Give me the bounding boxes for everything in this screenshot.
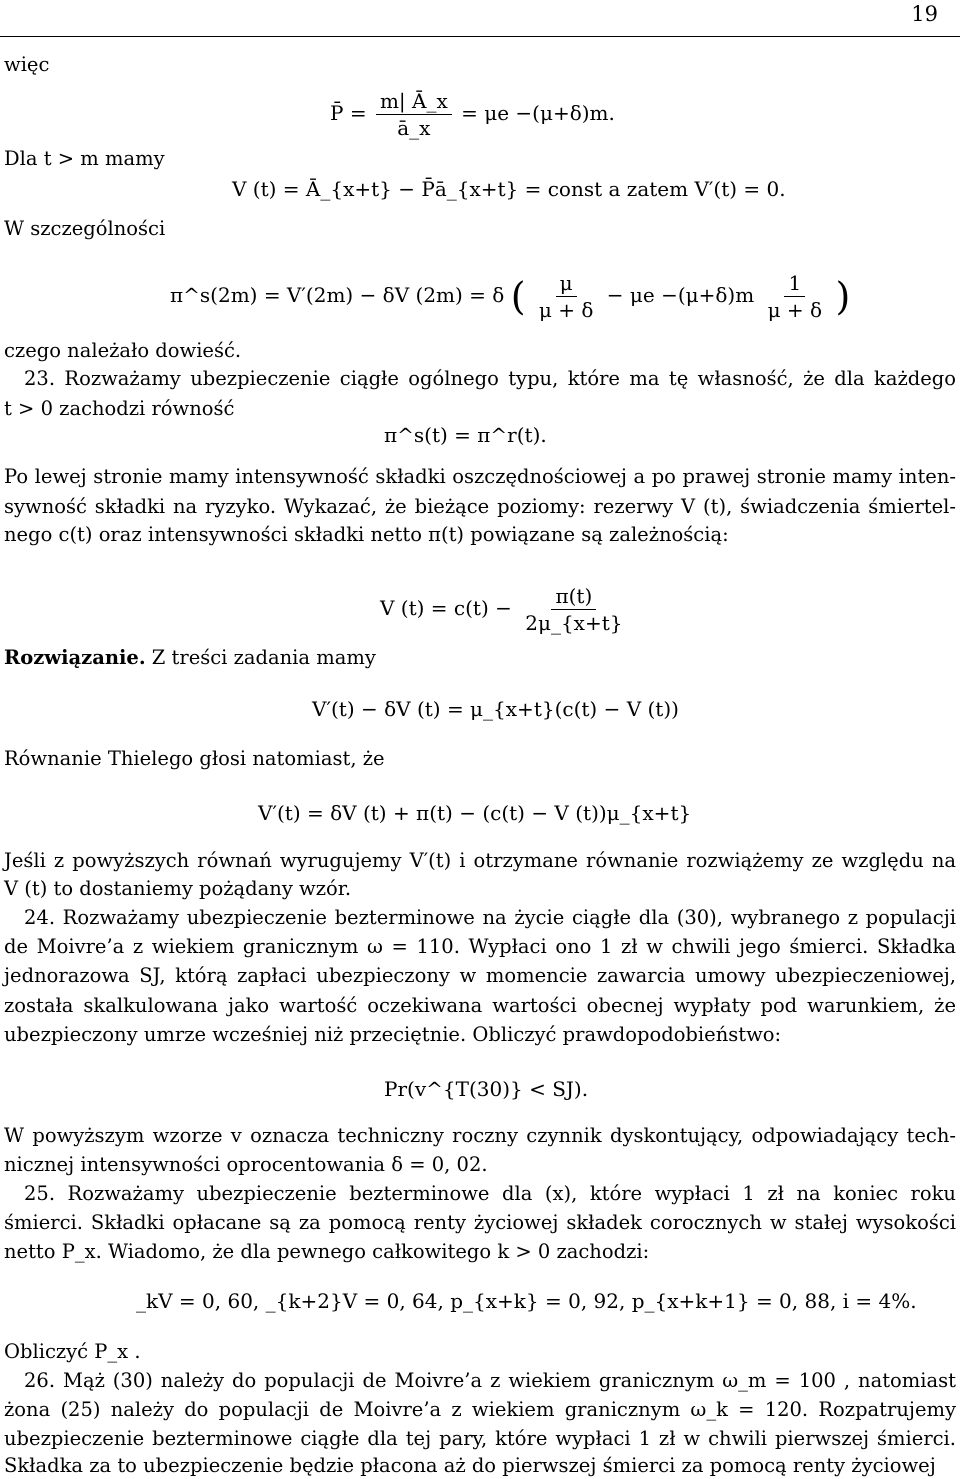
- text-line: t > 0 zachodzi równość: [4, 397, 235, 420]
- left-paren: (: [510, 274, 526, 319]
- text-line: V (t) to dostaniemy pożądany wzór.: [4, 877, 352, 900]
- fraction-denominator: μ + δ: [767, 298, 823, 322]
- text-line: W szczególności: [4, 217, 166, 240]
- solution-label: Rozwiązanie.: [4, 646, 146, 669]
- text-line: Jeśli z powyższych równań wyrugujemy V′(t) i otrzymane równanie rozwiążemy ze względu na: [4, 849, 956, 872]
- fraction-denominator: μ + δ: [538, 298, 594, 322]
- equation-fraction: [535, 272, 598, 321]
- equation-fraction: [521, 585, 626, 634]
- text-line: de Moivre’a z wiekiem granicznym ω = 110. Wypłaci ono 1 zł w chwili jego śmierci. Składka: [4, 935, 956, 958]
- equation-equality: π^s(t) = π^r(t).: [384, 423, 547, 447]
- equation-conditions: _kV = 0, 60, _{k+2}V = 0, 64, p_{x+k} = 0, 92, p_{x+k+1} = 0, 88, i = 4%.: [136, 1289, 917, 1313]
- text-line: 24. Rozważamy ubezpieczenie bezterminowe na życie ciągłe dla (30), wybranego z populacji: [24, 906, 956, 929]
- equation-thiele: V′(t) = δV (t) + π(t) − (c(t) − V (t))μ_{x+t}: [258, 801, 692, 825]
- text-line: W powyższym wzorze v oznacza techniczny roczny czynnik dyskontujący, odpowiadający tech-: [4, 1124, 956, 1147]
- equation-part: = μe −(μ+δ)m.: [461, 101, 615, 125]
- equation-benefit: [380, 585, 629, 634]
- equation-reserve: V (t) = Ā_{x+t} − P̄ā_{x+t} = const a zatem V′(t) = 0.: [232, 177, 786, 201]
- header-rule: [0, 36, 960, 37]
- equation-part: P̄ =: [330, 101, 367, 125]
- text-line: Równanie Thielego głosi natomiast, że: [4, 747, 385, 770]
- text-line: Dla t > m mamy: [4, 147, 165, 170]
- fraction-numerator: m| Ā_x: [376, 90, 452, 115]
- text-line: śmierci. Składki opłacane są za pomocą renty życiowej składek corocznych w stałej wysokości: [4, 1211, 956, 1234]
- text-line: ubezpieczony umrze wcześniej niż przeciętnie. Obliczyć prawdopodobieństwo:: [4, 1023, 782, 1046]
- text-line: 25. Rozważamy ubezpieczenie bezterminowe dla (x), które wypłaci 1 zł na koniec roku: [24, 1182, 956, 1205]
- text-line: netto P_x. Wiadomo, że dla pewnego całkowitego k > 0 zachodzi:: [4, 1240, 650, 1263]
- equation-probability: Pr(v^{T(30)} < SJ).: [384, 1077, 589, 1101]
- solution-line: [4, 645, 956, 671]
- equation-part: − μe −(μ+δ)m: [606, 283, 755, 307]
- fraction-numerator: π(t): [551, 585, 596, 610]
- fraction-denominator: 2μ_{x+t}: [525, 611, 623, 635]
- text-line: została skalkulowana jako wartość oczekiwana wartości obecnej wypłaty pod warunkiem, że: [4, 994, 956, 1017]
- text-line: 23. Rozważamy ubezpieczenie ciągłe ogólnego typu, które ma tę własność, że dla każdego: [24, 367, 956, 390]
- text-line: nego c(t) oraz intensywności składki netto π(t) powiązane są zależnością:: [4, 523, 729, 546]
- right-paren: ): [835, 274, 851, 319]
- text-line: 26. Mąż (30) należy do populacji de Moivre’a z wiekiem granicznym ω_m = 100 , natomiast: [24, 1369, 956, 1392]
- fraction-numerator: 1: [784, 272, 805, 297]
- text-span: Z treści zadania mamy: [145, 646, 376, 669]
- text-line: żona (25) należy do populacji de Moivre’a z wiekiem granicznym ω_k = 120. Rozpatrujemy: [4, 1398, 956, 1421]
- text-line: sywność składki na ryzyko. Wykazać, że bieżące poziomy: rezerwy V (t), świadczenia śmiertel-: [4, 495, 956, 518]
- page-number: 19: [911, 2, 938, 26]
- text-line: więc: [4, 53, 50, 76]
- text-line: Po lewej stronie mamy intensywność składki oszczędnościowej a po prawej stronie mamy inten-: [4, 465, 956, 488]
- text-line: czego należało dowieść.: [4, 339, 242, 362]
- equation-savings-premium: [170, 272, 850, 321]
- equation-part: π^s(2m) = V′(2m) − δV (2m) = δ: [170, 283, 505, 307]
- equation-fraction: [764, 272, 827, 321]
- equation-premium: [330, 90, 615, 139]
- equation-part: V (t) = c(t) −: [380, 596, 512, 620]
- text-line: Obliczyć P_x .: [4, 1340, 141, 1363]
- text-line: jednorazowa SJ, którą zapłaci ubezpieczony w momencie zawarcia umowy ubezpieczeniowej,: [4, 964, 956, 987]
- text-line: ubezpieczenie bezterminowe ciągłe dla tej pary, które wypłaci 1 zł w chwili pierwszej śmierci.: [4, 1427, 956, 1450]
- fraction-denominator: ā_x: [397, 116, 431, 140]
- equation-reserve-derivative: V′(t) − δV (t) = μ_{x+t}(c(t) − V (t)): [312, 697, 679, 721]
- text-line: Składka za to ubezpieczenie będzie płacona aż do pierwszej śmierci za pomocą renty życiowej: [4, 1454, 936, 1477]
- text-line: nicznej intensywności oprocentowania δ = 0, 02.: [4, 1153, 488, 1176]
- equation-fraction: [376, 90, 452, 139]
- fraction-numerator: μ: [556, 272, 577, 297]
